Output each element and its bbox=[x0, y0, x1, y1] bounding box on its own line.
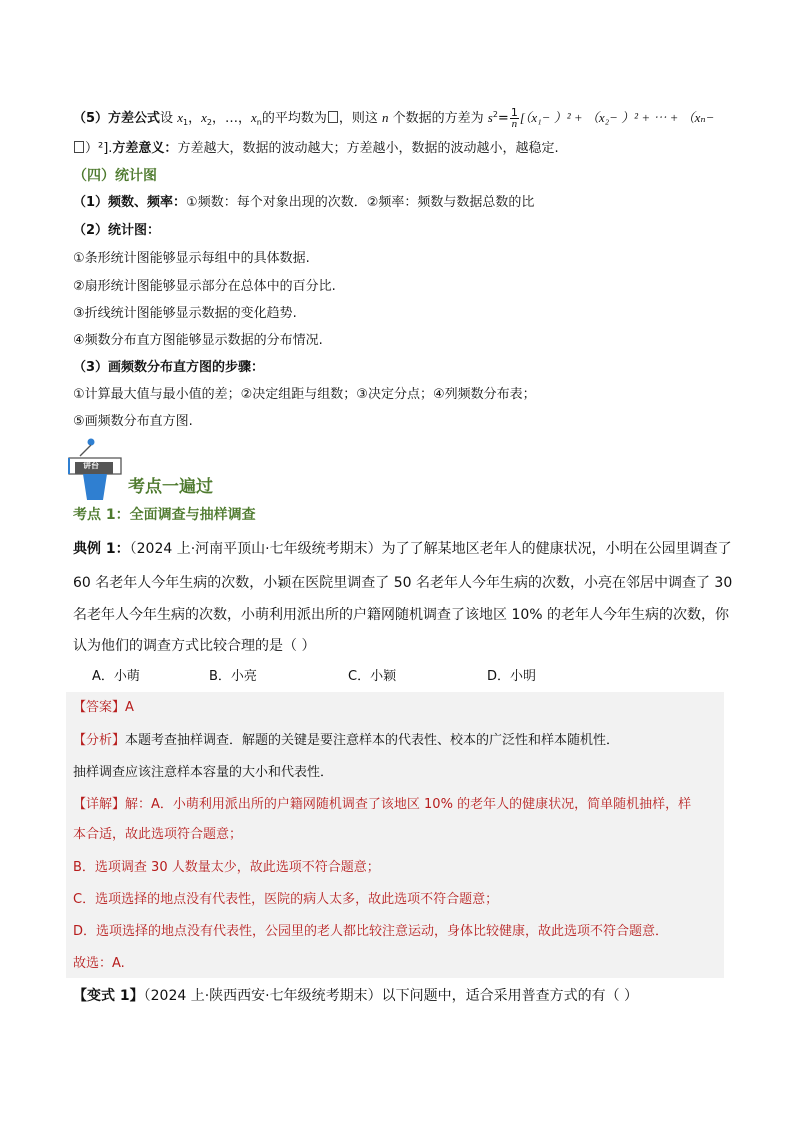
stats-p2-label: （2）统计图： bbox=[73, 223, 161, 238]
variant-line: 【变式 1】（2024 上·陕西西安·七年级统考期末）以下问题中，适合采用普查方式的有（ ） bbox=[73, 988, 639, 1004]
stats-item-3: ③折线统计图能够显示数据的变化趋势. bbox=[73, 306, 297, 321]
mean-symbol-icon bbox=[74, 141, 84, 153]
example-line-2: 60 名老年人今年生病的次数，小颖在医院里调查了 50 名老年人今年生病的次数，小亮在邻居中调查了 30 bbox=[73, 575, 733, 591]
final-answer: 故选：A. bbox=[73, 956, 125, 971]
kaodian-title: 考点 1：全面调查与抽样调查 bbox=[73, 507, 256, 523]
example-line-3: 名老年人今年生病的次数，小萌利用派出所的户籍网随机调查了该地区 10% 的老年人今年生病的次数，你 bbox=[73, 607, 730, 623]
stats-steps-1: ①计算最大值与最小值的差；②决定组距与组数；③决定分点；④列频数分布表； bbox=[73, 387, 536, 402]
option-c: C．小颖 bbox=[348, 669, 397, 684]
detail-c: C．选项选择的地点没有代表性，医院的病人太多，故此选项不符合题意； bbox=[73, 892, 499, 907]
option-d: D．小明 bbox=[487, 669, 537, 684]
stats-item-4: ④频数分布直方图能够显示数据的分布情况. bbox=[73, 333, 323, 348]
detail-line-2: 本合适，故此选项符合题意； bbox=[73, 827, 243, 842]
stats-p3-label: （3）画频数分布直方图的步骤： bbox=[73, 360, 265, 375]
example-line-4: 认为他们的调查方式比较合理的是（ ） bbox=[73, 638, 316, 654]
stats-item-2: ②扇形统计图能够显示部分在总体中的百分比. bbox=[73, 279, 336, 294]
section-title: 考点一遍过 bbox=[128, 477, 213, 497]
variance-prefix: （5）方差公式 bbox=[73, 111, 161, 126]
example-options bbox=[92, 668, 536, 686]
fraction: $\frac{1}{n}$ bbox=[510, 106, 518, 130]
analysis-line: 【分析】本题考查抽样调查．解题的关键是要注意样本的代表性、校本的广泛性和样本随机性． bbox=[73, 733, 620, 748]
variance-line-2: ）²].方差意义：方差越大，数据的波动越大；方差越小，数据的波动越小，越稳定. bbox=[73, 140, 559, 158]
detail-d: D．选项选择的地点没有代表性，公园里的老人都比较注意运动，身体比较健康，故此选项不符合题意． bbox=[73, 924, 669, 939]
podium-icon bbox=[63, 438, 127, 502]
mean-symbol-icon bbox=[328, 111, 338, 123]
stats-item-1: ①条形统计图能够显示每组中的具体数据. bbox=[73, 251, 310, 266]
detail-b: B．选项调查 30 人数量太少，故此选项不符合题意； bbox=[73, 860, 380, 875]
podium-label: 讲台 bbox=[83, 461, 99, 470]
option-b: B．小亮 bbox=[209, 669, 257, 684]
example-line-1: 典例 1：（2024 上·河南平顶山·七年级统考期末）为了了解某地区老年人的健康状况，小明在公园里调查了 bbox=[73, 541, 732, 557]
section-4-title: （四）统计图 bbox=[73, 168, 157, 184]
stats-steps-2: ⑤画频数分布直方图. bbox=[73, 414, 193, 429]
stats-p1: （1）频数、频率：①频数：每个对象出现的次数．②频率：频数与数据总数的比 bbox=[73, 195, 535, 210]
answer-line: 【答案】A bbox=[73, 700, 134, 715]
variance-formula-body: [（x₁− ）² + （x₂− ）² + ⋯ + （xₙ− bbox=[519, 110, 715, 125]
option-a: A．小萌 bbox=[92, 669, 140, 684]
variance-line-1: （5）方差公式设 $x_1$，$x_2$，…，$x_n$的平均数为 ，则这 n 个数据的方差为 $s^2=$ $\frac{1}{n}$ [（x₁− ）² + （x₂− ）² + ⋯ + （xₙ− bbox=[73, 106, 715, 130]
detail-line: 【详解】解：A．小萌利用派出所的户籍网随机调查了该地区 10% 的老年人的健康状况，简单随机抽样，样 bbox=[73, 797, 692, 812]
analysis-line-2: 抽样调查应该注意样本容量的大小和代表性． bbox=[73, 765, 334, 780]
